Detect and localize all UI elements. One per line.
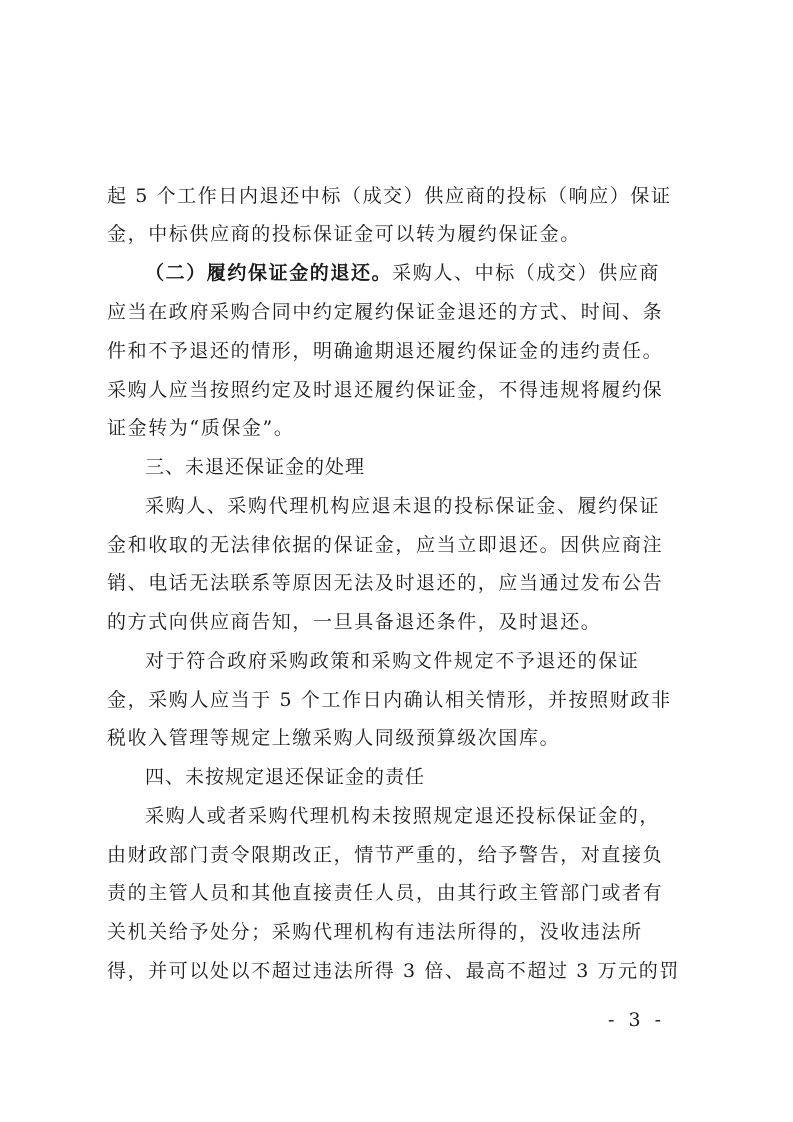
paragraph-line: 的方式向供应商告知，一旦具备退还条件，及时退还。 (107, 611, 602, 633)
paragraph-line: 对于符合政府采购政策和采购文件规定不予退还的保证 (145, 650, 640, 672)
paragraph-line: 金，中标供应商的投标保证金可以转为履约保证金。 (107, 223, 581, 245)
paragraph-line: 证金转为“质保金”。 (107, 417, 295, 439)
paragraph-line: 金，采购人应当于 5 个工作日内确认相关情形，并按照财政非 (107, 689, 672, 711)
paragraph-line: 关机关给予处分；采购代理机构有违法所得的，没收违法所 (107, 921, 643, 943)
section-subheading: （二）履约保证金的退还。 (145, 262, 393, 284)
section-heading: 四、未按规定退还保证金的责任 (145, 766, 426, 788)
section-heading: 三、未退还保证金的处理 (145, 456, 366, 478)
paragraph-line: 采购人或者采购代理机构未按照规定退还投标保证金的， (145, 805, 661, 827)
paragraph-line: 应当在政府采购合同中约定履约保证金退还的方式、时间、条 (107, 301, 664, 323)
paragraph-line: 由财政部门责令限期改正，情节严重的，给予警告，对直接负 (107, 844, 664, 866)
page-number: - 3 - (608, 1009, 666, 1031)
paragraph-line: 得，并可以处以不超过违法所得 3 倍、最高不超过 3 万元的罚 (107, 960, 680, 982)
paragraph-line: 销、电话无法联系等原因无法及时退还的，应当通过发布公告 (107, 572, 664, 594)
paragraph-text: 采购人、中标（成交）供应商 (392, 262, 661, 284)
paragraph-line: 金和收取的无法律依据的保证金，应当立即退还。因供应商注 (107, 534, 664, 556)
paragraph-line: 采购人、采购代理机构应退未退的投标保证金、履约保证 (145, 495, 661, 517)
paragraph-line: 税收入管理等规定上缴采购人同级预算级次国库。 (107, 727, 561, 749)
paragraph-line: 采购人应当按照约定及时退还履约保证金，不得违规将履约保 (107, 379, 664, 401)
paragraph-line: 起 5 个工作日内退还中标（成交）供应商的投标（响应）保证 (107, 185, 672, 207)
paragraph-line (145, 262, 667, 284)
paragraph-line: 件和不予退还的情形，明确逾期退还履约保证金的违约责任。 (107, 340, 664, 362)
paragraph-line: 责的主管人员和其他直接责任人员，由其行政主管部门或者有 (107, 882, 664, 904)
